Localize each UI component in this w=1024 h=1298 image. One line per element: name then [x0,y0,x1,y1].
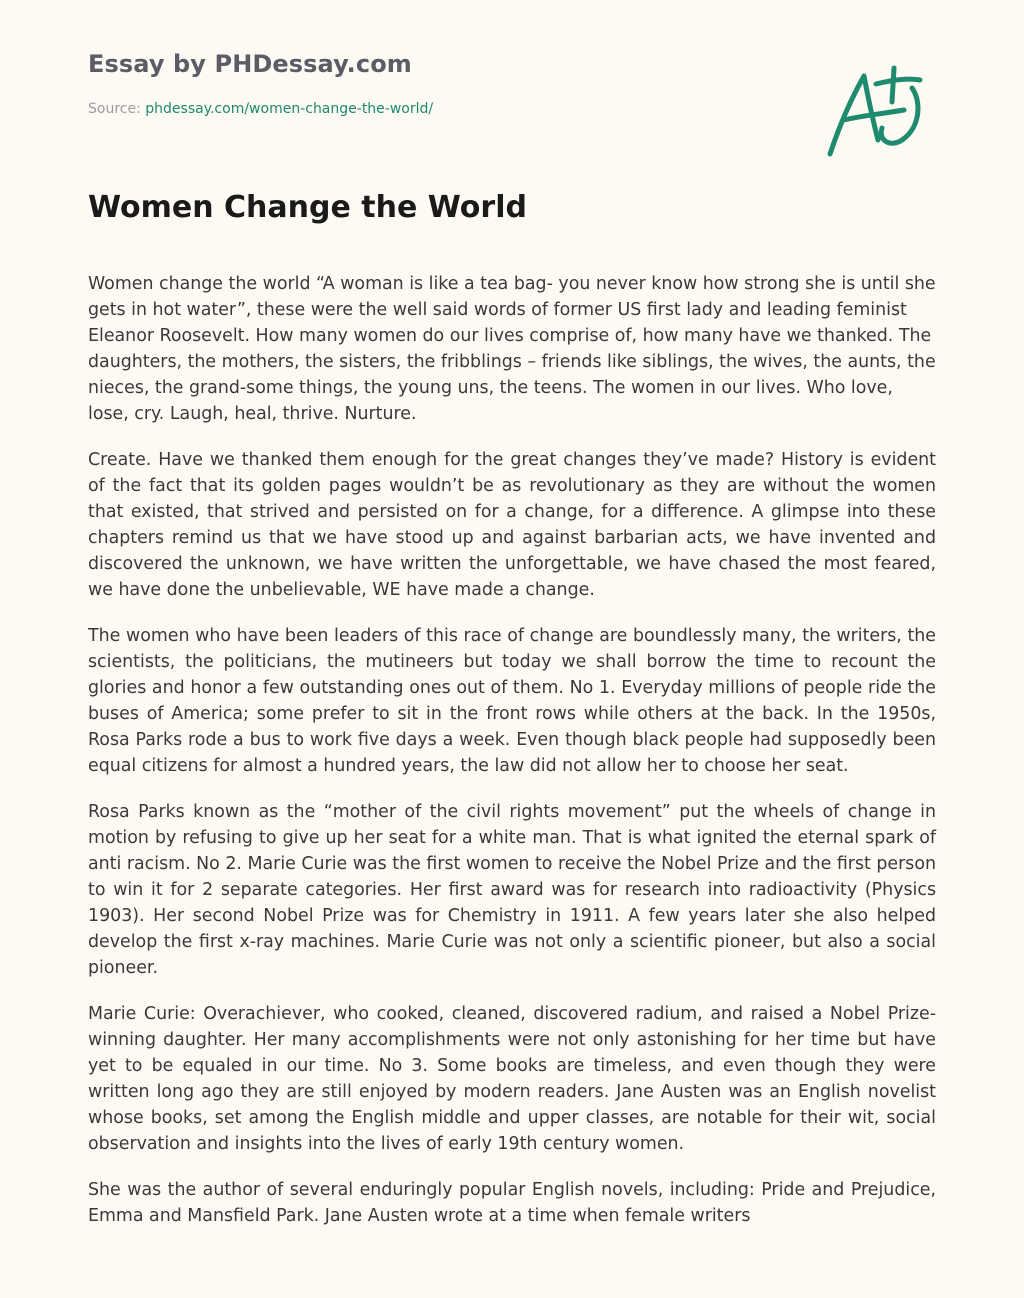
essay-title: Women Change the World [88,190,527,225]
site-brand: Essay by PHDessay.com [88,50,412,78]
essay-body [88,271,936,1249]
source-link[interactable]: phdessay.com/women-change-the-world/ [145,101,434,117]
paragraph: She was the author of several enduringly popular English novels, including: Pride and Prejudice, Emma and Mansfield Park. Jane Austen wrote at a time when female writers [88,1180,936,1226]
paragraph: Create. Have we thanked them enough for the great changes they’ve made? History is evident of the fact that its golden pages wouldn’t be as revolutionary as they are without the women that existed, that strived and persisted on for a change, for a difference. A glimpse into these chapters remind us that we have stood up and against barbarian acts, we have invented and discovered the unknown, we have written the unforgettable, we have chased the most feared, we have done the unbelievable, WE have made a change. [88,450,936,600]
a-plus-logo-icon [822,62,932,162]
paragraph: Rosa Parks known as the “mother of the civil rights movement” put the wheels of change in motion by refusing to give up her seat for a white man. That is what ignited the eternal spark of anti racism. No 2. Marie Curie was the first women to receive the Nobel Prize and the first person to win it for 2 separate categories. Her first award was for research into radioactivity (Physics 1903). Her second Nobel Prize was for Chemistry in 1911. A few years later she also helped develop the first x-ray machines. Marie Curie was not only a scientific pioneer, but also a social pioneer. [88,802,936,978]
source-line [88,101,433,117]
paragraph: Marie Curie: Overachiever, who cooked, cleaned, discovered radium, and raised a Nobel Prize-winning daughter. Her many accomplishments were not only astonishing for her time but have yet to be equaled in our time. No 3. Some books are timeless, and even though they were written long ago they are still enjoyed by modern readers. Jane Austen was an English novelist whose books, set among the English middle and upper classes, are notable for their wit, social observation and insights into the lives of early 19th century women. [88,1004,936,1154]
source-label: Source: [88,101,146,117]
paragraph: The women who have been leaders of this race of change are boundlessly many, the writers, the scientists, the politicians, the mutineers but today we shall borrow the time to recount the glories and honor a few outstanding ones out of them. No 1. Everyday millions of people ride the buses of America; some prefer to sit in the front rows while others at the back. In the 1950s, Rosa Parks rode a bus to work five days a week. Even though black people had supposedly been equal citizens for almost a hundred years, the law did not allow her to choose her seat. [88,626,936,776]
paragraph: Women change the world “A woman is like a tea bag- you never know how strong she is until she gets in hot water”, these were the well said words of former US first lady and leading feminist Eleanor Roosevelt. How many women do our lives comprise of, how many have we thanked. The daughters, the mothers, the sisters, the fribblings – friends like siblings, the wives, the aunts, the nieces, the grand-some things, the young uns, the teens. The women in our lives. Who love, lose, cry. Laugh, heal, thrive. Nurture. [88,274,936,424]
